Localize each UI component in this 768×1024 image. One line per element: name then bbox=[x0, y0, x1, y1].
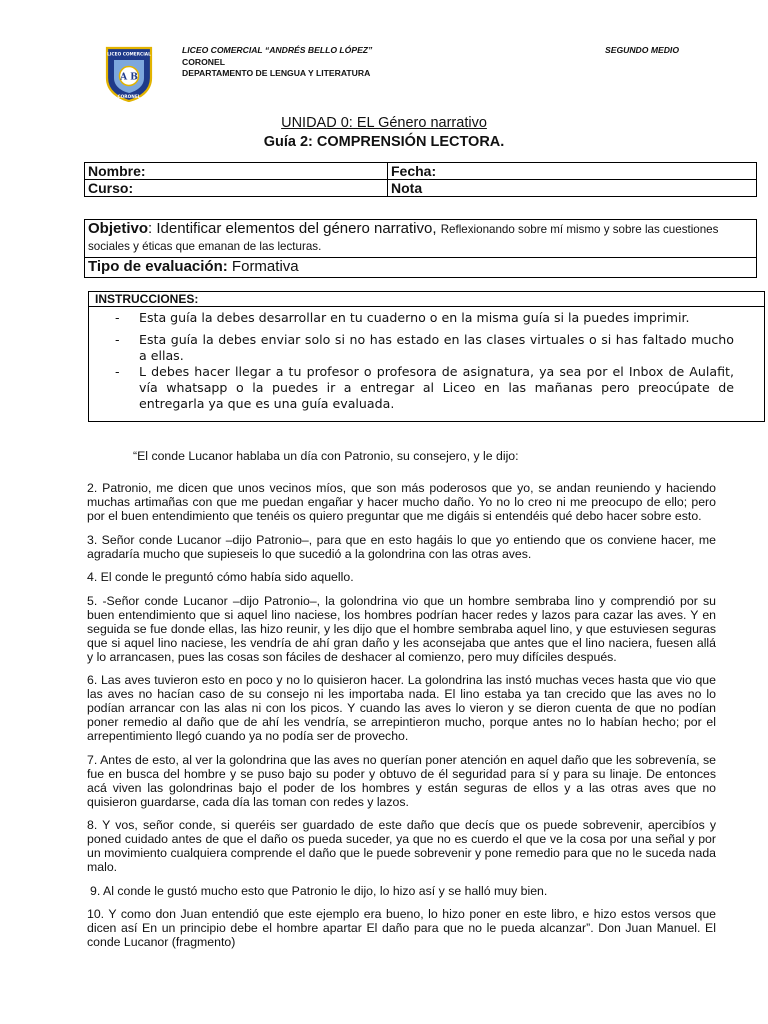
unit-title: UNIDAD 0: EL Género narrativo bbox=[281, 115, 487, 131]
instructions-title: INSTRUCCIONES: bbox=[89, 292, 764, 307]
story-paragraph: 8. Y vos, señor conde, si queréis ser guardado de este daño que decís que os puede sobrevenir, apercibíos y poned cuidado antes de que el daño os pueda suceder, ya que no es cuerdo el que ve la cosa por una señal y por un movimiento cualquiera comprende el daño que le puede sobrevenir y pone remedio para que no le suceda nada malo. bbox=[87, 818, 716, 874]
story-paragraph: 6. Las aves tuvieron esto en poco y no lo quisieron hacer. La golondrina las instó muchas veces hasta que vio que las aves no hacían caso de su consejo ni les importaba nada. El lino estaba ya tan crecido que las aves no lo podían arrancar con las alas ni con los picos. Y cuando las aves lo vieron y se dieron cuenta de que no podían poner remedio al daño que de ahí les vendría, se arrepintieron mucho, porque antes no lo habían hecho; por el arrepentimiento llegó cuando ya no podía ser de provecho. bbox=[87, 673, 716, 743]
objective-detail: Reflexionando sobre mí mismo y sobre las cuestiones sociales y éticas que emanan de las lecturas. bbox=[88, 223, 719, 253]
document-header bbox=[0, 0, 768, 100]
svg-text:CORONEL: CORONEL bbox=[117, 95, 141, 100]
name-field[interactable]: Nombre: bbox=[85, 163, 388, 180]
story-paragraph: 9. Al conde le gustó mucho esto que Patronio le dijo, lo hizo así y se halló muy bien. bbox=[90, 883, 548, 898]
instruction-item bbox=[89, 310, 764, 326]
student-info-table bbox=[84, 162, 757, 197]
dash-bullet-icon: - bbox=[115, 332, 120, 347]
story-intro: “El conde Lucanor hablaba un día con Patronio, su consejero, y le dijo: bbox=[133, 449, 519, 463]
guide-title: Guía 2: COMPRENSIÓN LECTORA. bbox=[263, 134, 505, 150]
evaluation-type-row bbox=[85, 258, 756, 277]
dash-bullet-icon: - bbox=[115, 310, 120, 325]
instruction-item bbox=[89, 332, 764, 364]
story-paragraph: 4. El conde le preguntó cómo había sido aquello. bbox=[87, 570, 354, 584]
objective-text: : Identificar elementos del género narrativo, bbox=[148, 220, 441, 237]
date-field[interactable]: Fecha: bbox=[388, 163, 757, 180]
dash-bullet-icon: - bbox=[115, 364, 120, 379]
story-paragraph: 10. Y como don Juan entendió que este ejemplo era bueno, lo hizo poner en este libro, e hizo estos versos que dicen así En un principio debe el hombre apartar El daño para que no le pueda alcanzar”. Don Juan Manuel. El conde Lucanor (fragmento) bbox=[87, 907, 716, 949]
instruction-item bbox=[89, 364, 764, 412]
objective-box bbox=[84, 219, 757, 278]
instructions-box bbox=[88, 291, 765, 422]
objective-row bbox=[85, 220, 756, 258]
instruction-text: Esta guía la debes desarrollar en tu cuaderno o en la misma guía si la puedes imprimir. bbox=[139, 310, 690, 325]
table-row bbox=[85, 163, 757, 180]
reading-text bbox=[87, 449, 716, 959]
grade-level: SEGUNDO MEDIO bbox=[605, 45, 680, 55]
school-logo bbox=[104, 46, 154, 102]
department-name: DEPARTAMENTO DE LENGUA Y LITERATURA bbox=[182, 68, 371, 78]
table-row bbox=[85, 180, 757, 197]
course-field[interactable]: Curso: bbox=[85, 180, 388, 197]
story-paragraph: 7. Antes de esto, al ver la golondrina que las aves no querían poner atención en aquel daño que les sobrevenía, se fue en busca del hombre y se puso bajo su poder y obtuvo de él seguridad para sí y para su linaje. De entonces acá viven las golondrinas bajo el poder de los hombres y están seguras de ellos y a las otras aves que no quisieron guardarse, cada día las toman con redes y lazos. bbox=[87, 752, 716, 809]
svg-text:LICEO COMERCIAL: LICEO COMERCIAL bbox=[107, 52, 151, 58]
instruction-text: L debes hacer llegar a tu profesor o profesora de asignatura, ya sea por el Inbox de Aulafit, vía whatsapp o la puedes ir a entregar al Liceo en las mañanas pero preocúpate de entregarla ya que es una guía evaluada. bbox=[139, 364, 734, 411]
grade-field[interactable]: Nota bbox=[388, 180, 757, 197]
objective-label: Objetivo bbox=[88, 220, 149, 237]
instructions-list bbox=[89, 310, 764, 412]
school-city: CORONEL bbox=[182, 57, 225, 67]
evaluation-type-value: Formativa bbox=[227, 258, 299, 275]
svg-text:A B: A B bbox=[120, 72, 138, 83]
story-paragraph: 3. Señor conde Lucanor –dijo Patronio–, para que en esto hagáis lo que yo entiendo que os conviene hacer, me agradaría mucho que supieseis lo que sucedió a la golondrina con las otras aves. bbox=[87, 532, 716, 561]
evaluation-type-label: Tipo de evaluación: bbox=[88, 258, 228, 275]
story-paragraph: 5. -Señor conde Lucanor –dijo Patronio–, la golondrina vio que un hombre sembraba lino y comprendió por su buen entendimiento que si aquel lino naciese, los hombres podrían hacer redes y lazos para cazar las aves. Y en seguida se fue donde ellas, las hizo reunir, y les dijo que el hombre sembraba aquel lino, y que estuviesen seguras que si aquel lino naciese, les vendría de ahí gran daño y les aconsejaba que antes que el lino naciera, fuesen allá y lo arrancasen, pues las cosas son fáciles de deshacer al comienzo, pero muy difíciles después. bbox=[87, 593, 716, 664]
story-paragraph: 2. Patronio, me dicen que unos vecinos míos, que son más poderosos que yo, se andan reuniendo y haciendo muchas artimañas con que me puedan engañar y hacer mucho daño. Yo no lo creo ni me preocupo de ello; pero por el buen entendimiento que tenéis os quiero preguntar que me digáis si entendéis qué debo hacer sobre esto. bbox=[87, 481, 716, 523]
school-name: LICEO COMERCIAL “ANDRÉS BELLO LÓPEZ” bbox=[182, 45, 373, 55]
instruction-text: Esta guía la debes enviar solo si no has estado en las clases virtuales o si has faltado mucho a ellas. bbox=[139, 332, 734, 363]
